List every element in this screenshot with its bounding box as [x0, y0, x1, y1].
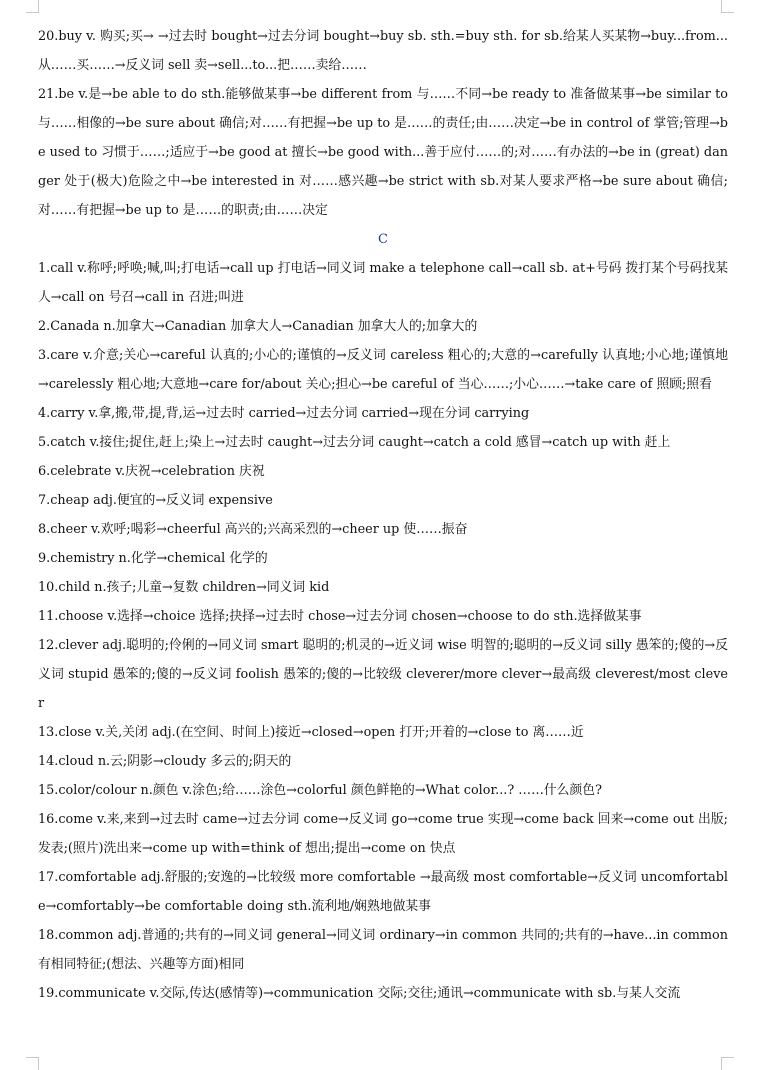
vocab-entry-choose: 11.choose v.选择→choice 选择;抉择→过去时 chose→过去分词 chosen→choose to do sth.选择做某事: [38, 609, 642, 624]
vocab-entry-child: 10.child n.孩子;儿童→复数 children→同义词 kid: [38, 580, 330, 595]
page-corner-mark: [721, 1057, 734, 1070]
section-heading: C: [378, 232, 388, 247]
vocab-entry-comfortable: 17.comfortable adj.舒服的;安逸的→比较级 more comfortable →最高级 most comfortable→反义词 uncomfortable→comfortably→be comfortable doing sth.流利地/娴熟地做某事: [38, 870, 728, 914]
vocab-entry-cloud: 14.cloud n.云;阴影→cloudy 多云的;阴天的: [38, 754, 292, 769]
vocab-entry-come: 16.come v.来,来到→过去时 came→过去分词 come→反义词 go→come true 实现→come back 回来→come out 出版;发表;(照片)洗出来→come up with=think of 想出;提出→come on 快点: [38, 812, 728, 856]
vocab-entry-cheer: 8.cheer v.欢呼;喝彩→cheerful 高兴的;兴高采烈的→cheer up 使……振奋: [38, 522, 468, 537]
vocab-entry-buy: 20.buy v. 购买;买→ →过去时 bought→过去分词 bought→buy sb. sth.=buy sth. for sb.给某人买某物→buy...from...从……买……→反义词 sell 卖→sell...to...把……卖给……: [38, 29, 728, 73]
vocab-entry-celebrate: 6.celebrate v.庆祝→celebration 庆祝: [38, 464, 265, 479]
vocab-entry-chemistry: 9.chemistry n.化学→chemical 化学的: [38, 551, 268, 566]
vocab-entry-carry: 4.carry v.拿,搬,带,提,背,运→过去时 carried→过去分词 carried→现在分词 carrying: [38, 406, 530, 421]
vocab-entry-close: 13.close v.关,关闭 adj.(在空间、时间上)接近→closed→open 打开;开着的→close to 离……近: [38, 725, 584, 740]
vocab-entry-cheap: 7.cheap adj.便宜的→反义词 expensive: [38, 493, 273, 508]
vocab-entry-color: 15.color/colour n.颜色 v.涂色;给……涂色→colorful 颜色鲜艳的→What color...? ……什么颜色?: [38, 783, 602, 798]
vocabulary-list: [38, 22, 728, 1008]
page-corner-mark: [26, 1057, 39, 1070]
vocab-entry-call: 1.call v.称呼;呼唤;喊,叫;打电话→call up 打电话→同义词 make a telephone call→call sb. at+号码 拨打某个号码找某人→call on 号召→call in 召进;叫进: [38, 261, 728, 305]
vocab-entry-clever: 12.clever adj.聪明的;伶俐的→同义词 smart 聪明的;机灵的→近义词 wise 明智的;聪明的→反义词 silly 愚笨的;傻的→反义词 stupid 愚笨的;傻的→反义词 foolish 愚笨的;傻的→比较级 cleverer/more clever→最高级 cleverest/most clever: [38, 638, 728, 711]
vocab-entry-be: 21.be v.是→be able to do sth.能够做某事→be different from 与……不同→be ready to 准备做某事→be similar to 与……相像的→be sure about 确信;对……有把握→be up to 是……的责任;由……决定→be in control of 掌管;管理→be used to 习惯于……;适应于→be good at 擅长→be good with...善于应付……的;对……有办法的→be in (great) danger 处于(极大)危险之中→be interested in 对……感兴趣→be strict with sb.对某人要求严格→be sure about 确信;对……有把握→be up to 是……的职责;由……决定: [38, 87, 728, 218]
vocab-entry-care: 3.care v.介意;关心→careful 认真的;小心的;谨慎的→反义词 careless 粗心的;大意的→carefully 认真地;小心地;谨慎地→carelessly 粗心地;大意地→care for/about 关心;担心→be careful of 当心……;小心……→take care of 照顾;照看: [38, 348, 728, 392]
vocab-entry-canada: 2.Canada n.加拿大→Canadian 加拿大人→Canadian 加拿大人的;加拿大的: [38, 319, 478, 334]
page-corner-mark: [26, 0, 39, 13]
vocab-entry-communicate: 19.communicate v.交际,传达(感情等)→communication 交际;交往;通讯→communicate with sb.与某人交流: [38, 986, 681, 1001]
vocab-entry-common: 18.common adj.普通的;共有的→同义词 general→同义词 ordinary→in common 共同的;共有的→have...in common 有相同特征;(想法、兴趣等方面)相同: [38, 928, 728, 972]
vocab-entry-catch: 5.catch v.接住;捉住,赶上;染上→过去时 caught→过去分词 caught→catch a cold 感冒→catch up with 赶上: [38, 435, 671, 450]
page-corner-mark: [721, 0, 734, 13]
